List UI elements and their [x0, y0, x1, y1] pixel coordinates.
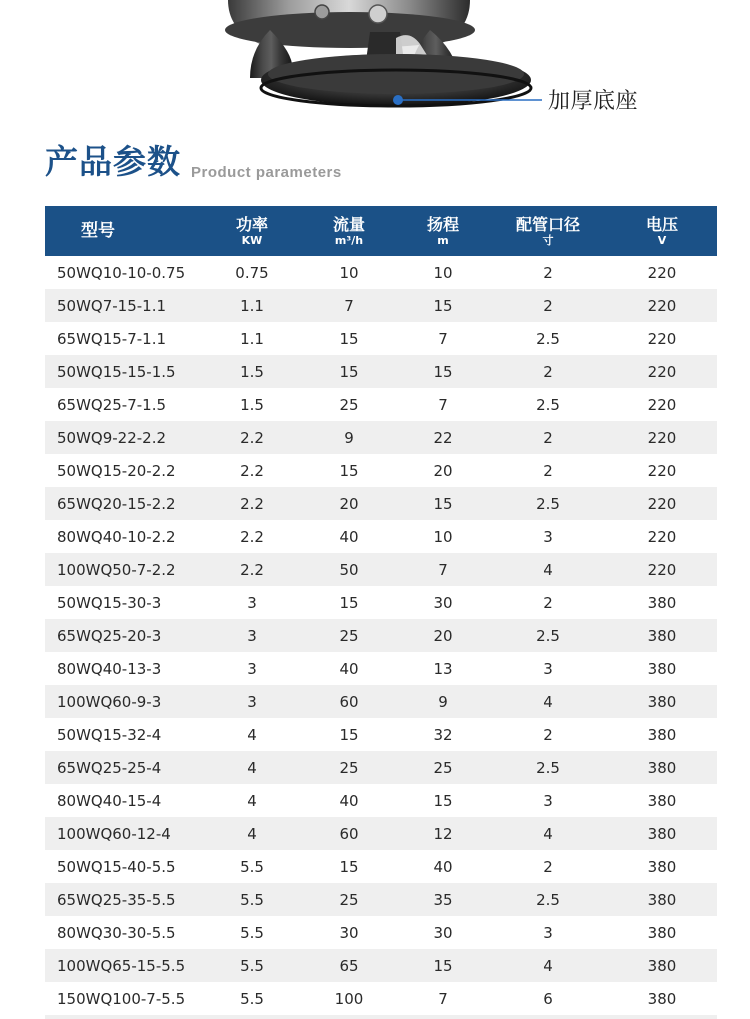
cell-voltage: 220: [647, 428, 677, 447]
cell-head: 15: [433, 956, 453, 975]
header-head: 扬程 m: [426, 214, 459, 247]
cell-flow: 65: [339, 956, 359, 975]
cell-flow: 15: [339, 857, 359, 876]
cell-flow: 15: [339, 593, 359, 612]
cell-voltage: 380: [647, 593, 677, 612]
cell-voltage: 380: [647, 857, 677, 876]
cell-power: 5.5: [240, 956, 264, 975]
table-row: [45, 718, 717, 751]
cell-pipe-diameter: 2.5: [536, 494, 560, 513]
cell-pipe-diameter: 2: [543, 725, 553, 744]
section-title-cn: 产品参数: [45, 142, 181, 181]
cell-model: 50WQ15-15-1.5: [57, 362, 176, 381]
callout-dot: [393, 95, 403, 105]
cell-voltage: 380: [647, 692, 677, 711]
cell-head: 30: [433, 923, 453, 942]
table-row: [45, 289, 717, 322]
cell-head: 10: [433, 263, 453, 282]
cell-model: 50WQ15-20-2.2: [57, 461, 176, 480]
cell-flow: 15: [339, 362, 359, 381]
cell-pipe-diameter: 4: [543, 824, 553, 843]
cell-model: 80WQ40-10-2.2: [57, 527, 176, 546]
table-row: [45, 619, 717, 652]
cell-head: 12: [433, 824, 453, 843]
cell-flow: 7: [344, 296, 354, 315]
cell-pipe-diameter: 2: [543, 857, 553, 876]
cell-pipe-diameter: 2: [543, 263, 553, 282]
table-row: [45, 850, 717, 883]
cell-power: 2.2: [240, 461, 264, 480]
section-title: [45, 142, 342, 182]
cell-head: 7: [438, 395, 448, 414]
cell-voltage: 380: [647, 626, 677, 645]
cell-voltage: 380: [647, 923, 677, 942]
cell-pipe-diameter: 3: [543, 527, 553, 546]
cell-model: 50WQ9-22-2.2: [57, 428, 167, 447]
cell-pipe-diameter: 2: [543, 461, 553, 480]
cell-voltage: 380: [647, 758, 677, 777]
cell-pipe-diameter: 2.5: [536, 626, 560, 645]
cell-model: 50WQ15-32-4: [57, 725, 162, 744]
cell-flow: 25: [339, 395, 359, 414]
cell-head: 7: [438, 989, 448, 1008]
table-body: [45, 256, 717, 1015]
cell-flow: 60: [339, 692, 359, 711]
cell-voltage: 220: [647, 296, 677, 315]
cell-model: 50WQ15-40-5.5: [57, 857, 176, 876]
header-model: 型号: [81, 221, 115, 241]
cell-flow: 10: [339, 263, 359, 282]
cell-flow: 15: [339, 329, 359, 348]
table-row: [45, 553, 717, 586]
cell-head: 30: [433, 593, 453, 612]
cell-voltage: 380: [647, 956, 677, 975]
cell-power: 5.5: [240, 923, 264, 942]
cell-voltage: 220: [647, 395, 677, 414]
table-header-row: [45, 206, 717, 256]
cell-voltage: 220: [647, 494, 677, 513]
cell-head: 15: [433, 494, 453, 513]
cell-flow: 20: [339, 494, 359, 513]
table-row: [45, 652, 717, 685]
cell-pipe-diameter: 6: [543, 989, 553, 1008]
table-row: [45, 454, 717, 487]
cell-pipe-diameter: 2.5: [536, 395, 560, 414]
cell-power: 1.5: [240, 395, 264, 414]
cell-model: 65WQ25-25-4: [57, 758, 162, 777]
cell-voltage: 220: [647, 362, 677, 381]
cell-pipe-diameter: 2: [543, 296, 553, 315]
cell-power: 3: [247, 692, 257, 711]
cell-head: 13: [433, 659, 453, 678]
table-row: [45, 982, 717, 1015]
cell-power: 3: [247, 593, 257, 612]
cell-model: 65WQ25-7-1.5: [57, 395, 167, 414]
cell-power: 2.2: [240, 494, 264, 513]
cell-model: 65WQ20-15-2.2: [57, 494, 176, 513]
table-row: [45, 685, 717, 718]
table-row: [45, 322, 717, 355]
cell-power: 4: [247, 824, 257, 843]
table-row: [45, 586, 717, 619]
cell-voltage: 380: [647, 890, 677, 909]
cell-flow: 50: [339, 560, 359, 579]
cell-head: 15: [433, 296, 453, 315]
cell-head: 15: [433, 791, 453, 810]
cell-voltage: 380: [647, 824, 677, 843]
cell-power: 0.75: [235, 263, 269, 282]
cell-voltage: 220: [647, 329, 677, 348]
cell-pipe-diameter: 2.5: [536, 890, 560, 909]
cell-model: 65WQ25-20-3: [57, 626, 162, 645]
table-bottom-rule: [45, 1015, 717, 1019]
cell-flow: 25: [339, 626, 359, 645]
cell-model: 100WQ50-7-2.2: [57, 560, 176, 579]
table-row: [45, 883, 717, 916]
cell-head: 40: [433, 857, 453, 876]
cell-model: 50WQ10-10-0.75: [57, 263, 186, 282]
pump-base-image: [0, 0, 750, 130]
cell-head: 25: [433, 758, 453, 777]
cell-flow: 25: [339, 890, 359, 909]
cell-model: 65WQ15-7-1.1: [57, 329, 167, 348]
cell-pipe-diameter: 4: [543, 560, 553, 579]
cell-voltage: 380: [647, 725, 677, 744]
cell-voltage: 380: [647, 989, 677, 1008]
header-pipe-diameter: 配管口径 寸: [515, 214, 580, 247]
cell-voltage: 380: [647, 791, 677, 810]
callout-label-thick-base: 加厚底座: [548, 89, 639, 114]
cell-power: 4: [247, 791, 257, 810]
table-row: [45, 817, 717, 850]
table-row: [45, 949, 717, 982]
cell-pipe-diameter: 3: [543, 659, 553, 678]
table-row: [45, 916, 717, 949]
section-title-en: Product parameters: [191, 164, 342, 181]
cell-head: 35: [433, 890, 453, 909]
cell-power: 5.5: [240, 857, 264, 876]
cell-head: 20: [433, 461, 453, 480]
header-power: 功率 KW: [235, 214, 268, 247]
cell-model: 50WQ7-15-1.1: [57, 296, 167, 315]
table-row: [45, 256, 717, 289]
cell-model: 50WQ15-30-3: [57, 593, 162, 612]
cell-power: 3: [247, 626, 257, 645]
cell-flow: 25: [339, 758, 359, 777]
cell-head: 20: [433, 626, 453, 645]
cell-model: 80WQ30-30-5.5: [57, 923, 176, 942]
table-row: [45, 388, 717, 421]
cell-flow: 40: [339, 527, 359, 546]
cell-head: 9: [438, 692, 448, 711]
table-row: [45, 751, 717, 784]
cell-model: 100WQ65-15-5.5: [57, 956, 186, 975]
product-parameters-table: [45, 206, 717, 1015]
cell-pipe-diameter: 2.5: [536, 758, 560, 777]
cell-voltage: 380: [647, 659, 677, 678]
cell-model: 65WQ25-35-5.5: [57, 890, 176, 909]
cell-pipe-diameter: 2: [543, 362, 553, 381]
cell-power: 1.5: [240, 362, 264, 381]
cell-pipe-diameter: 4: [543, 692, 553, 711]
cell-model: 80WQ40-15-4: [57, 791, 162, 810]
cell-model: 100WQ60-12-4: [57, 824, 171, 843]
table-row: [45, 487, 717, 520]
table-row: [45, 520, 717, 553]
cell-flow: 40: [339, 791, 359, 810]
cell-head: 32: [433, 725, 453, 744]
cell-power: 4: [247, 725, 257, 744]
cell-voltage: 220: [647, 461, 677, 480]
cell-power: 1.1: [240, 329, 264, 348]
cell-power: 5.5: [240, 989, 264, 1008]
cell-head: 7: [438, 560, 448, 579]
cell-flow: 15: [339, 461, 359, 480]
cell-pipe-diameter: 2: [543, 593, 553, 612]
cell-model: 100WQ60-9-3: [57, 692, 162, 711]
cell-pipe-diameter: 2: [543, 428, 553, 447]
cell-power: 1.1: [240, 296, 264, 315]
cell-flow: 60: [339, 824, 359, 843]
cell-head: 15: [433, 362, 453, 381]
cell-pipe-diameter: 4: [543, 956, 553, 975]
table-row: [45, 355, 717, 388]
table-row: [45, 784, 717, 817]
cell-power: 2.2: [240, 560, 264, 579]
cell-pipe-diameter: 3: [543, 923, 553, 942]
cell-voltage: 220: [647, 263, 677, 282]
cell-head: 7: [438, 329, 448, 348]
cell-pipe-diameter: 2.5: [536, 329, 560, 348]
cell-flow: 30: [339, 923, 359, 942]
cell-model: 150WQ100-7-5.5: [57, 989, 186, 1008]
cell-power: 3: [247, 659, 257, 678]
cell-head: 22: [433, 428, 453, 447]
cell-voltage: 220: [647, 527, 677, 546]
cell-head: 10: [433, 527, 453, 546]
cell-model: 80WQ40-13-3: [57, 659, 162, 678]
cell-voltage: 220: [647, 560, 677, 579]
cell-power: 5.5: [240, 890, 264, 909]
cell-flow: 9: [344, 428, 354, 447]
cell-pipe-diameter: 3: [543, 791, 553, 810]
header-flow: 流量 m³/h: [332, 214, 365, 247]
cell-power: 4: [247, 758, 257, 777]
cell-power: 2.2: [240, 428, 264, 447]
header-voltage: 电压 V: [645, 214, 678, 247]
table-row: [45, 421, 717, 454]
cell-flow: 100: [334, 989, 364, 1008]
cell-power: 2.2: [240, 527, 264, 546]
cell-flow: 15: [339, 725, 359, 744]
cell-flow: 40: [339, 659, 359, 678]
